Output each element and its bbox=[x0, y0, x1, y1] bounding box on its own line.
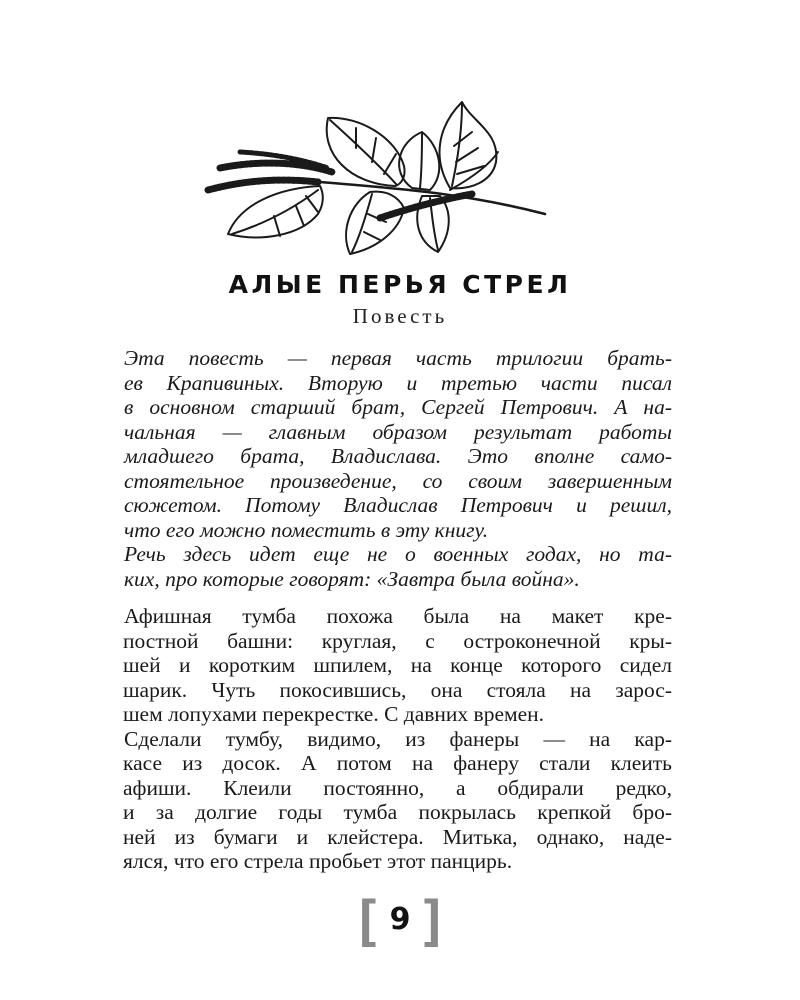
body-line: шарик. Чуть покосившись, она стояла на зарос- bbox=[123, 677, 672, 702]
intro-line: что его можно поместить в эту книгу. bbox=[124, 517, 489, 542]
intro-line: ев Крапивиных. Вторую и третью части писал bbox=[124, 370, 672, 395]
intro-line: Речь здесь идет еще не о военных годах, но та- bbox=[124, 542, 672, 566]
body-line: афиши. Клеили постоянно, а обдирали редко, bbox=[123, 775, 672, 800]
body-line: и за долгие годы тумба покрылась крепкой бро- bbox=[123, 800, 672, 824]
intro-line: младшего брата, Владислава. Это вполне само- bbox=[124, 444, 672, 468]
intro-line: чальная — главным образом результат работы bbox=[124, 419, 672, 444]
intro-paragraphs bbox=[124, 346, 672, 591]
intro-line: в основном старший брат, Сергей Петрович. А на- bbox=[124, 395, 672, 419]
body-line: постной башни: круглая, с остроконечной кры- bbox=[123, 628, 672, 653]
leaf-branch-icon bbox=[200, 92, 560, 258]
story-subtitle: Повесть bbox=[352, 304, 448, 328]
body-line: шей и коротким шпилем, на конце которого сидел bbox=[123, 653, 672, 677]
body-line: шем лопухами перекрестке. С давних времен. bbox=[123, 702, 545, 726]
intro-line: Эта повесть — первая часть трилогии брать- bbox=[124, 346, 672, 370]
body-line: Сделали тумбу, видимо, из фанеры — на кар- bbox=[124, 726, 672, 751]
intro-line: ких, про которые говорят: «Завтра была война». bbox=[124, 566, 580, 591]
story-title: АЛЫЕ ПЕРЬЯ СТРЕЛ bbox=[228, 270, 572, 299]
page-number-left-bracket: [ bbox=[351, 890, 384, 953]
body-line: касе из досок. А потом на фанеру стали клеить bbox=[123, 751, 672, 775]
intro-line: сюжетом. Потому Владислав Петрович и решил, bbox=[124, 493, 672, 517]
page-number bbox=[0, 892, 800, 952]
intro-line: стоятельное произведение, со своим завершенным bbox=[124, 468, 672, 493]
page-number-right-bracket: ] bbox=[416, 890, 449, 953]
body-line: ялся, что его стрела пробьет этот панцирь. bbox=[123, 849, 513, 873]
body-line: Афишная тумба похожа была на макет кре- bbox=[124, 604, 672, 628]
body-line: ней из бумаги и клейстера. Митька, однако, наде- bbox=[123, 824, 672, 849]
page-number-value: 9 bbox=[389, 902, 411, 937]
body-paragraphs bbox=[124, 604, 672, 874]
